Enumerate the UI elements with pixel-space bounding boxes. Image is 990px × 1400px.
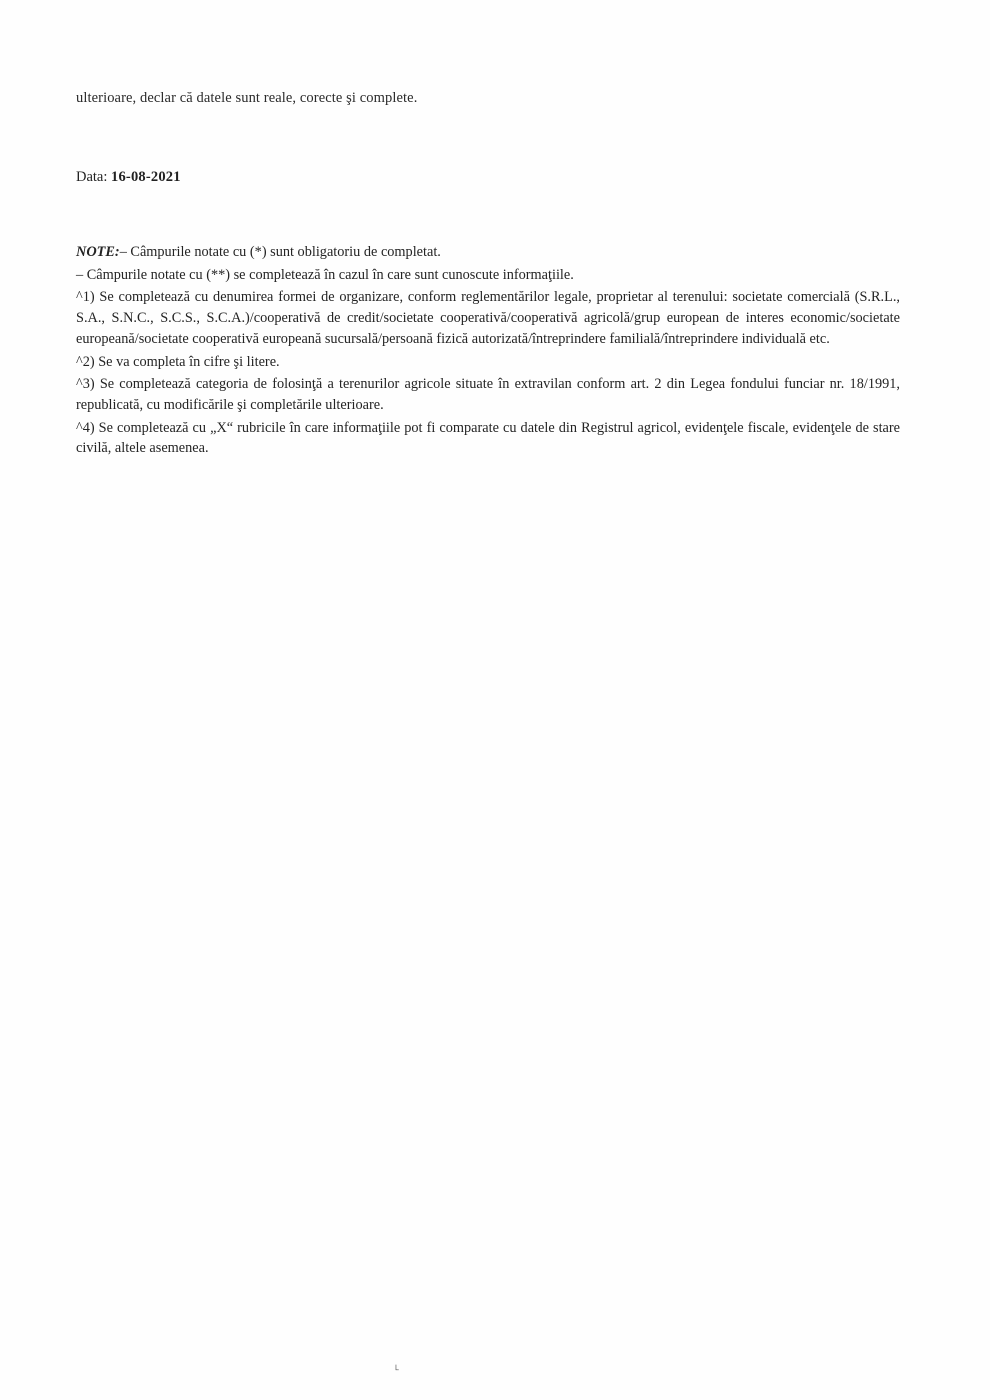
continuation-text: ulterioare, declar că datele sunt reale, corecte şi complete. bbox=[76, 90, 418, 106]
note-item-0: – Câmpurile notate cu (*) sunt obligatoriu de completat. bbox=[119, 244, 441, 260]
note-item-4: ^3) Se completează categoria de folosinţă a terenurilor agricole situate în extravilan conform art. 2 din Legea fondului funciar nr. 18/1991, republicată, cu modificările şi completările ulterioare. bbox=[76, 376, 900, 414]
note-item-5: ^4) Se completează cu „X“ rubricile în care informaţiile pot fi comparate cu datele din Registrul agricol, evidenţele fiscale, evidenţele de stare civilă, altele asemenea. bbox=[76, 419, 900, 457]
note-item-2: ^1) Se completează cu denumirea formei de organizare, conform reglementărilor legale, proprietar al terenului: societate comercială (S.R.L., S.A., S.N.C., S.C.S., S.C.A.)/cooperativă de credit/societate cooperativă/cooperativă agricolă/grup european de interes economic/societate europeană/societate cooperativă europeană sucursală/persoană fizică autorizată/întreprindere familială/întreprindere individuală etc. bbox=[76, 289, 900, 347]
document-content bbox=[76, 90, 900, 461]
notes-heading: NOTE: bbox=[76, 244, 120, 260]
note-item-3: ^2) Se va completa în cifre şi litere. bbox=[76, 353, 280, 370]
notes-section bbox=[76, 242, 900, 459]
page-footer-mark: ˪ bbox=[395, 1358, 400, 1373]
date-label: Data: bbox=[76, 169, 108, 185]
date-value: 16-08-2021 bbox=[111, 169, 181, 185]
note-item-1: – Câmpurile notate cu (**) se completează în cazul în care sunt cunoscute informaţiile. bbox=[76, 266, 574, 283]
note-line-1 bbox=[76, 242, 900, 263]
date-line bbox=[76, 169, 900, 186]
